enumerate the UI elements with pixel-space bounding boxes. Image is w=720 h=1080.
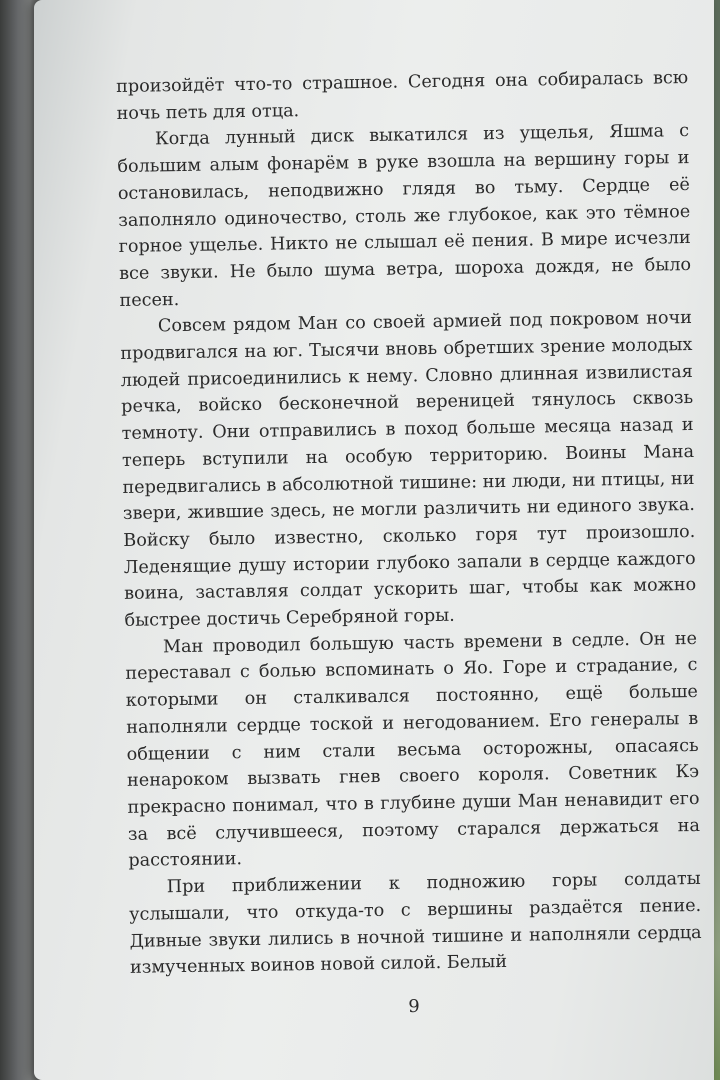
page-number: 9: [408, 996, 420, 1017]
paragraph-3: Совсем рядом Ман со своей армией под покровом ночи продвигался на юг. Тысячи вновь обретших зрение молодых людей присоединились к нему. Словно длинная извилистая речка, войско бесконечной вереницей тянулось сквозь темноту. Они отправились в поход больше месяца назад и теперь вступили на особую территорию. Воины Мана передвигались в абсолютной тишине: ни люди, ни птицы, ни звери, жившие здесь, не могли различить ни единого звука. Войску было известно, сколько горя тут произошло. Леденящие душу истории глубоко запали в сердце каждого воина, заставляя солдат ускорить шаг, чтобы как можно быстрее достичь Серебряной горы.: [120, 308, 697, 631]
paragraph-2: Когда лунный диск выкатился из ущелья, Яшма с большим алым фонарём в руке взошла на вершину горы и остановилась, неподвижно глядя во тьму. Сердце её заполняло одиночество, столь же глубокое, как это тёмное горное ущелье. Никто не слышал её пения. В мире исчезли все звуки. Не было шума ветра, шороха дождя, не было песен.: [117, 121, 692, 311]
book-page: [34, 0, 714, 1080]
paragraph-5: При приближении к подножию горы солдаты услышали, что откуда-то с вершины раздаётся пение. Дивные звуки лились в ночной тишине и наполняли сердца измученных воинов новой силой. Белый: [129, 869, 702, 979]
paragraph-1: произойдёт что-то страшное. Сегодня она собиралась всю ночь петь для отца.: [116, 68, 689, 124]
page-text: [116, 65, 702, 982]
paragraph-4: Ман проводил большую часть времени в седле. Он не переставал с болью вспоминать о Яо. Горе и страдание, с которыми он сталкивался постоянно, ещё больше наполняли сердце тоской и негодованием. Его генералы в общении с ним стали весьма осторожны, опасаясь ненароком вызвать гнев своего короля. Советник Кэ прекрасно понимал, что в глубине души Ман ненавидит его за всё случившееся, поэтому старался держаться на расстоянии.: [125, 628, 701, 872]
